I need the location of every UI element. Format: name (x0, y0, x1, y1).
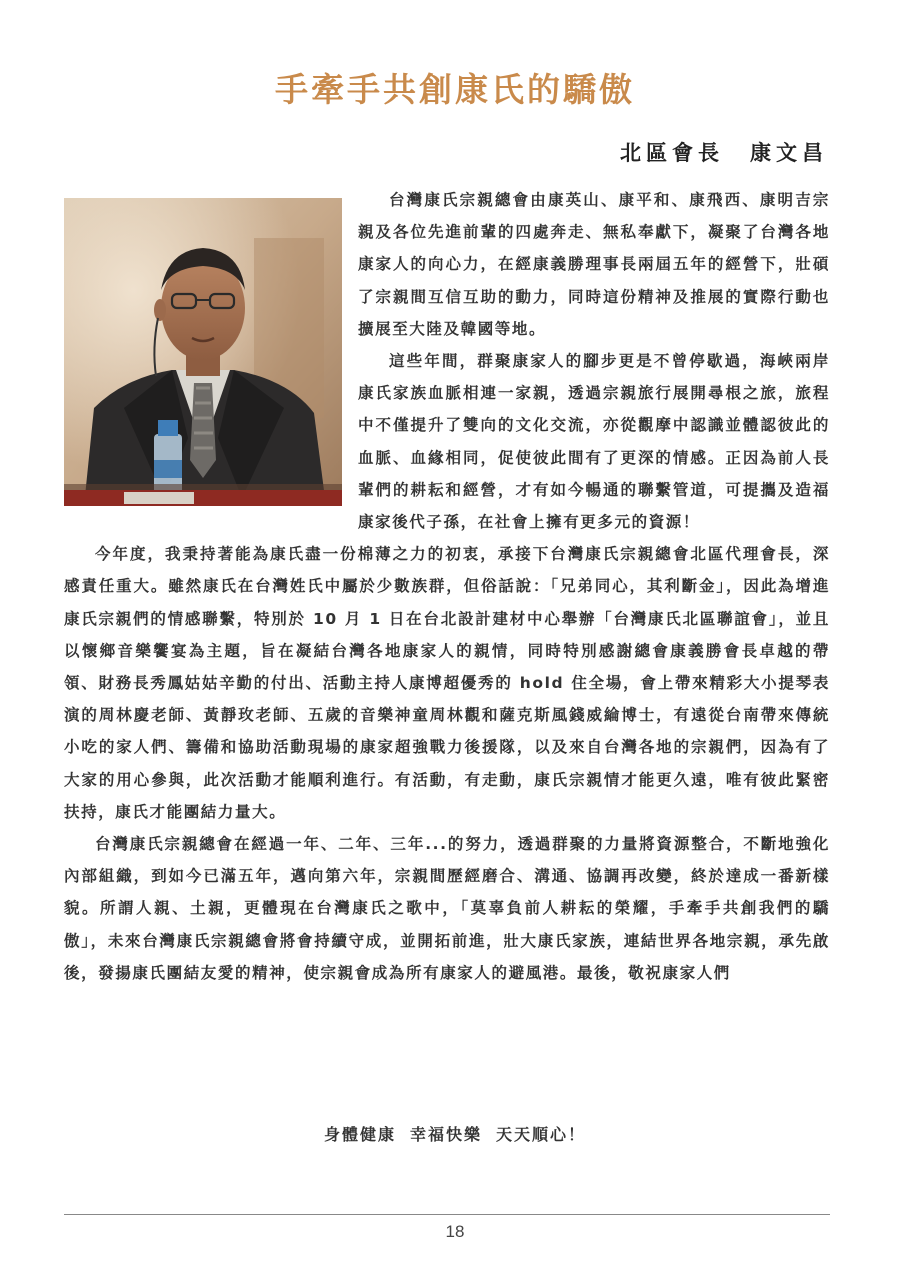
blessing-2: 幸福快樂 (409, 1125, 482, 1144)
portrait-photo (64, 198, 342, 506)
author-role: 北區會長 (620, 140, 724, 165)
closing-blessing (0, 1122, 910, 1145)
article-title: 手牽手共創康氏的驕傲 (275, 70, 635, 109)
author-name: 康文昌 (750, 140, 828, 165)
blessing-3: 天天順心！ (496, 1125, 587, 1144)
page-number: 18 (445, 1222, 465, 1241)
paragraph-2: 這些年間，群聚康家人的腳步更是不曾停歇過，海峽兩岸康氏家族血脈相連一家親，透過宗親旅行展開尋根之旅，旅程中不僅提升了雙向的文化交流，亦從觀摩中認識並體認彼此的血脈、血緣相同，促使彼此間有了更深的情感。正因為前人長輩們的耕耘和經營，才有如今暢通的聯繫管道，可提攜及造福康家後代子孫，在社會上擁有更多元的資源！ (358, 352, 830, 532)
blessing-1: 身體健康 (323, 1125, 396, 1144)
article-body (64, 184, 830, 989)
paragraph-4: 台灣康氏宗親總會在經過一年、二年、三年...的努力，透過群聚的力量將資源整合，不斷地強化內部組織，到如今已滿五年，邁向第六年，宗親間歷經磨合、溝通、協調再改變，終於達成一番新樣貌。所謂人親、土親，更體現在台灣康氏之歌中，「莫辜負前人耕耘的榮耀，手牽手共創我們的驕傲」，未來台灣康氏宗親總會將會持續守成，並開拓前進，壯大康氏家族，連結世界各地宗親，承先啟後，發揚康氏團結友愛的精神，使宗親會成為所有康家人的避風港。最後，敬祝康家人們 (64, 835, 830, 982)
paragraph-3: 今年度，我秉持著能為康氏盡一份棉薄之力的初衷，承接下台灣康氏宗親總會北區代理會長，深感責任重大。雖然康氏在台灣姓氏中屬於少數族群，但俗話說：「兄弟同心，其利斷金」，因此為增進康氏宗親們的情感聯繫，特別於 10 月 1 日在台北設計建材中心舉辦「台灣康氏北區聯誼會」，並且以懷鄉音樂饗宴為主題，旨在凝結台灣各地康家人的親情，同時特別感謝總會康義勝會長卓越的帶領、財務長秀鳳姑姑辛勤的付出、活動主持人康博超優秀的 hold 住全場，會上帶來精彩大小提琴表演的周林慶老師、黃靜玫老師、五歲的音樂神童周林觀和薩克斯風錢威綸博士，有遠從台南帶來傳統小吃的家人們、籌備和協助活動現場的康家超強戰力後援隊，以及來自台灣各地的宗親們，因為有了大家的用心參與，此次活動才能順利進行。有活動，有走動，康氏宗親情才能更久遠，唯有彼此緊密扶持，康氏才能團結力量大。 (64, 545, 830, 821)
paragraph-1: 台灣康氏宗親總會由康英山、康平和、康飛西、康明吉宗親及各位先進前輩的四處奔走、無私奉獻下，凝聚了台灣各地康家人的向心力，在經康義勝理事長兩屆五年的經營下，壯碩了宗親間互信互助的動力，同時這份精神及推展的實際行動也擴展至大陸及韓國等地。 (358, 191, 830, 338)
footer-divider (64, 1214, 830, 1215)
author-line (620, 136, 828, 170)
